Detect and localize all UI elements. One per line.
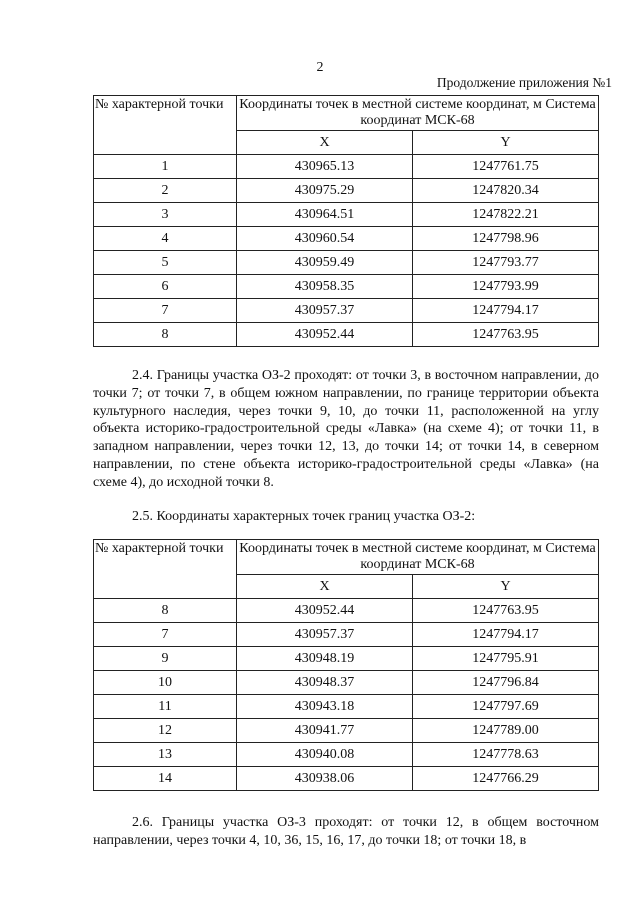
table-row xyxy=(94,299,599,323)
paragraph-2-4: 2.4. Границы участка ОЗ-2 проходят: от точки 3, в восточном направлении, до точки 7; от точки 7, в общем южном направлении, по границе территории объекта культурного наследия, через точки 9, 10, до точки 11, расположенной на углу объекта историко-градостроительной среды «Лавка» (на схеме 4); от точки 11, в западном направлении, через точки 12, 13, до точки 14; от точки 14, в северном направлении, по стене объекта историко-градостроительной среды «Лавка» (на схеме 4), до исходной точки 8. xyxy=(93,368,599,490)
point-number-cell: 10 xyxy=(94,671,237,695)
x-coordinate-cell: 430941.77 xyxy=(237,719,413,743)
y-coordinate-cell: 1247793.77 xyxy=(413,251,599,275)
point-number-cell: 4 xyxy=(94,227,237,251)
x-coordinate-cell: 430940.08 xyxy=(237,743,413,767)
page-number: 2 xyxy=(316,60,324,75)
point-number-cell: 9 xyxy=(94,647,237,671)
table-row xyxy=(94,179,599,203)
x-coordinate-cell: 430948.19 xyxy=(237,647,413,671)
table-row xyxy=(94,275,599,299)
table-row xyxy=(94,767,599,791)
y-coordinate-cell: 1247822.21 xyxy=(413,203,599,227)
x-column-header: X xyxy=(237,575,413,599)
y-coordinate-cell: 1247763.95 xyxy=(413,599,599,623)
y-coordinate-cell: 1247820.34 xyxy=(413,179,599,203)
point-number-header: № характерной точки xyxy=(94,96,237,155)
y-coordinate-cell: 1247797.69 xyxy=(413,695,599,719)
table-body xyxy=(94,96,599,347)
table-header-row xyxy=(94,96,599,131)
table-row xyxy=(94,227,599,251)
x-coordinate-cell: 430938.06 xyxy=(237,767,413,791)
table-row xyxy=(94,203,599,227)
x-coordinate-cell: 430952.44 xyxy=(237,323,413,347)
point-number-cell: 11 xyxy=(94,695,237,719)
point-number-cell: 7 xyxy=(94,623,237,647)
point-number-cell: 6 xyxy=(94,275,237,299)
table-row xyxy=(94,623,599,647)
x-coordinate-cell: 430959.49 xyxy=(237,251,413,275)
y-coordinate-cell: 1247796.84 xyxy=(413,671,599,695)
coordinates-table-1 xyxy=(93,95,599,347)
x-coordinate-cell: 430965.13 xyxy=(237,155,413,179)
point-number-cell: 13 xyxy=(94,743,237,767)
table-body xyxy=(94,540,599,791)
point-number-cell: 1 xyxy=(94,155,237,179)
point-number-cell: 8 xyxy=(94,599,237,623)
x-coordinate-cell: 430943.18 xyxy=(237,695,413,719)
y-coordinate-cell: 1247794.17 xyxy=(413,299,599,323)
coordinate-system-header: Координаты точек в местной системе координат, м Система координат МСК-68 xyxy=(237,96,599,131)
paragraph-2-6: 2.6. Границы участка ОЗ-3 проходят: от точки 12, в общем восточном направлении, через точки 4, 10, 36, 15, 16, 17, до точки 18; от точки 18, в xyxy=(93,815,599,848)
coordinate-system-header: Координаты точек в местной системе координат, м Система координат МСК-68 xyxy=(237,540,599,575)
x-coordinate-cell: 430957.37 xyxy=(237,623,413,647)
y-coordinate-cell: 1247794.17 xyxy=(413,623,599,647)
y-coordinate-cell: 1247793.99 xyxy=(413,275,599,299)
point-number-cell: 8 xyxy=(94,323,237,347)
point-number-cell: 14 xyxy=(94,767,237,791)
coordinates-table-2 xyxy=(93,539,599,791)
table-row xyxy=(94,743,599,767)
x-coordinate-cell: 430957.37 xyxy=(237,299,413,323)
point-number-cell: 3 xyxy=(94,203,237,227)
point-number-cell: 12 xyxy=(94,719,237,743)
y-column-header: Y xyxy=(413,575,599,599)
y-coordinate-cell: 1247763.95 xyxy=(413,323,599,347)
table-row xyxy=(94,323,599,347)
point-number-cell: 2 xyxy=(94,179,237,203)
y-coordinate-cell: 1247766.29 xyxy=(413,767,599,791)
table-row xyxy=(94,155,599,179)
y-coordinate-cell: 1247789.00 xyxy=(413,719,599,743)
point-number-cell: 7 xyxy=(94,299,237,323)
y-coordinate-cell: 1247795.91 xyxy=(413,647,599,671)
x-coordinate-cell: 430958.35 xyxy=(237,275,413,299)
table-row xyxy=(94,599,599,623)
table-row xyxy=(94,251,599,275)
table-header-row xyxy=(94,540,599,575)
x-coordinate-cell: 430964.51 xyxy=(237,203,413,227)
y-coordinate-cell: 1247778.63 xyxy=(413,743,599,767)
x-column-header: X xyxy=(237,131,413,155)
y-coordinate-cell: 1247798.96 xyxy=(413,227,599,251)
table-row xyxy=(94,671,599,695)
x-coordinate-cell: 430952.44 xyxy=(237,599,413,623)
table-row xyxy=(94,647,599,671)
x-coordinate-cell: 430948.37 xyxy=(237,671,413,695)
point-number-cell: 5 xyxy=(94,251,237,275)
table-row xyxy=(94,695,599,719)
y-column-header: Y xyxy=(413,131,599,155)
x-coordinate-cell: 430960.54 xyxy=(237,227,413,251)
x-coordinate-cell: 430975.29 xyxy=(237,179,413,203)
table-row xyxy=(94,719,599,743)
continuation-note: Продолжение приложения №1 xyxy=(436,75,612,90)
paragraph-2-5: 2.5. Координаты характерных точек границ участка ОЗ-2: xyxy=(132,509,476,524)
point-number-header: № характерной точки xyxy=(94,540,237,599)
y-coordinate-cell: 1247761.75 xyxy=(413,155,599,179)
